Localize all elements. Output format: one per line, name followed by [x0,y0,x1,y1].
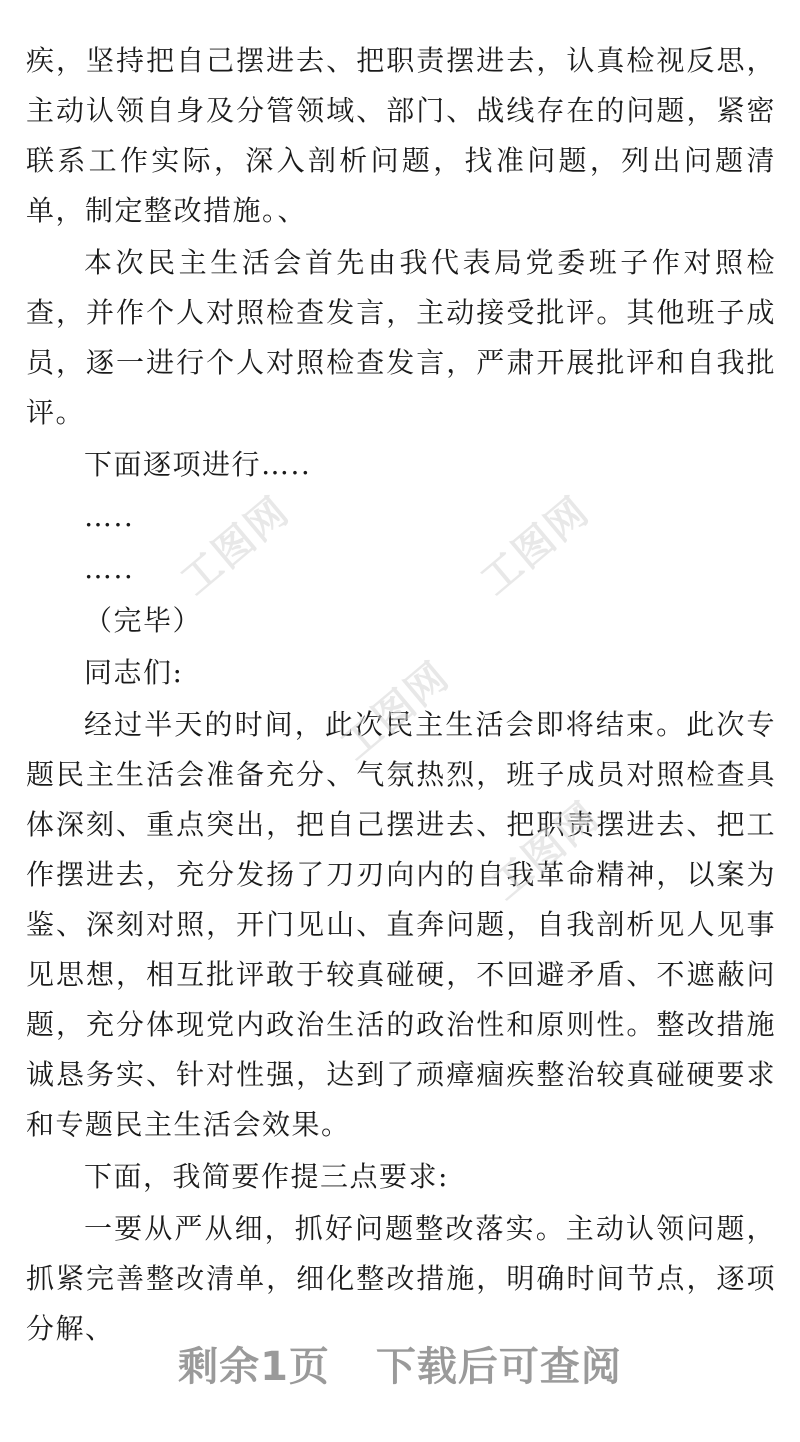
watermark-logo: 工图网 [172,488,299,605]
watermark-logo: 工图网 [332,653,459,770]
watermark-logo: 工图网 [472,488,599,605]
paragraph-7: 同志们: [84,656,184,689]
download-to-view-label: 下载后可查阅 [375,1344,622,1390]
paragraph-4: ….. [84,500,135,533]
paragraph-10: 一要从严从细，抓好问题整改落实。主动认领问题，抓紧完善整改清单，细化整改措施，明确时间节点，逐项分解、 [26,1212,776,1345]
document-body [26,36,776,1354]
paragraph-2: 本次民主生活会首先由我代表局党委班子作对照检查，并作个人对照检查发言，主动接受批评。其他班子成员，逐一进行个人对照检查发言，严肃开展批评和自我批评。 [26,246,776,429]
remaining-pages-label: 剩余1页 [178,1344,330,1390]
download-prompt-banner[interactable] [0,1335,800,1392]
paragraph-5: ….. [84,552,135,585]
paragraph-1: 疾，坚持把自己摆进去、把职责摆进去，认真检视反思，主动认领自身及分管领域、部门、战线存在的问题，紧密联系工作实际，深入剖析问题，找准问题，列出问题清单，制定整改措施。、 [26,44,776,227]
paragraph-8: 经过半天的时间，此次民主生活会即将结束。此次专题民主生活会准备充分、气氛热烈，班子成员对照检查具体深刻、重点突出，把自己摆进去、把职责摆进去、把工作摆进去，充分发扬了刀刃向内的自我革命精神，以案为鉴、深刻对照，开门见山、直奔问题，自我剖析见人见事见思想，相互批评敢于较真碰硬，不回避矛盾、不遮蔽问题，充分体现党内政治生活的政治性和原则性。整改措施诚恳务实、针对性强，达到了顽瘴痼疾整治较真碰硬要求和专题民主生活会效果。 [26,708,776,1141]
paragraph-9: 下面，我简要作提三点要求: [84,1160,449,1193]
paragraph-3: 下面逐项进行….. [84,448,312,481]
watermark-logo: 工图网 [482,793,609,910]
paragraph-6: （完毕） [84,604,203,637]
